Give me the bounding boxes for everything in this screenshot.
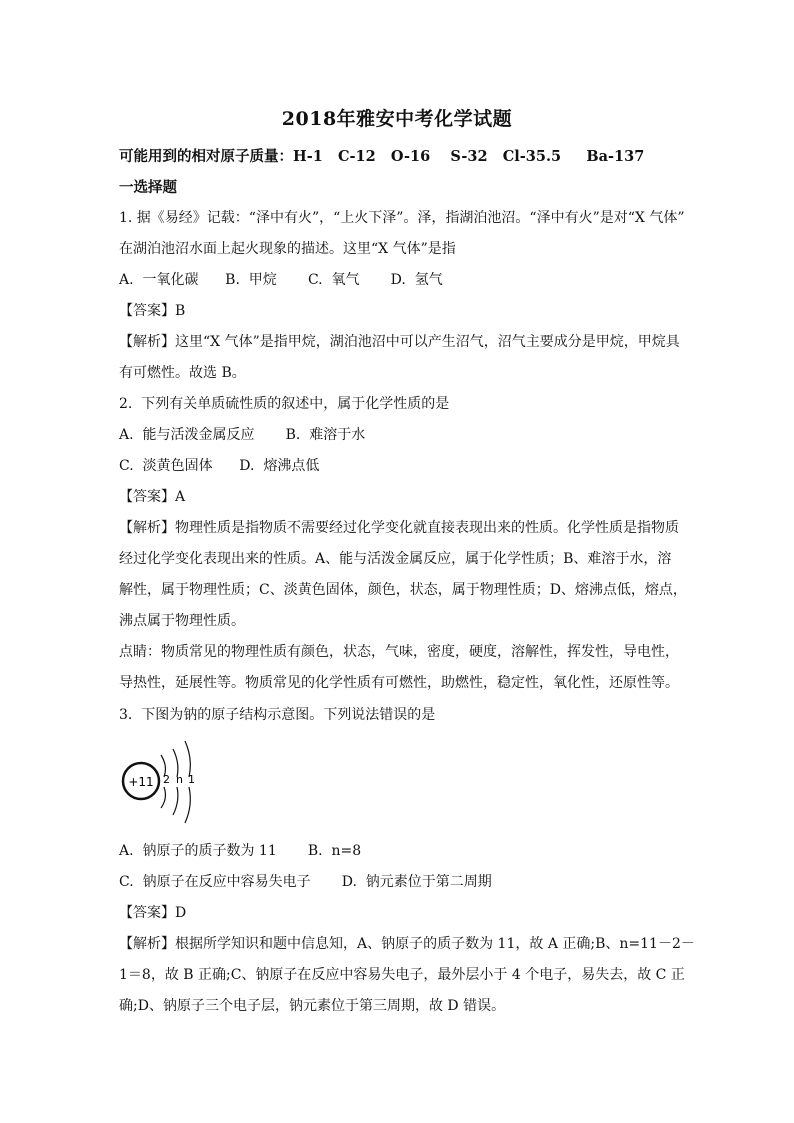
q2-options-line-2: C. 淡黄色固体 D. 熔沸点低 <box>119 458 320 474</box>
q2-stem: 2. 下列有关单质硫性质的叙述中，属于化学性质的是 <box>119 396 450 412</box>
q1-analysis-line-2: 有可燃性。故选 B。 <box>119 365 246 381</box>
shell-arc-3-top <box>185 741 190 777</box>
shell-electrons-2: n <box>176 773 183 786</box>
shell-arc-3-bottom <box>185 787 190 823</box>
sodium-atom-structure-diagram <box>119 735 229 825</box>
q2-analysis-line-2: 经过化学变化表现出来的性质。A、能与活泼金属反应，属于化学性质；B、难溶于水，溶 <box>119 551 672 567</box>
q3-analysis-line-2: 1＝8，故 B 正确;C、钠原子在反应中容易失电子，最外层小于 4 个电子，易失去，故 C 正 <box>119 967 685 983</box>
q3-options-line-2: C. 钠原子在反应中容易失电子 D. 钠元素位于第二周期 <box>119 874 492 890</box>
q2-tip-line-1: 点睛：物质常见的物理性质有颜色，状态，气味，密度，硬度，溶解性，挥发性，导电性， <box>119 644 679 660</box>
q2-analysis-line-4: 沸点属于物理性质。 <box>119 613 245 629</box>
shell-arc-2-bottom <box>173 787 178 815</box>
shell-electrons-1: 2 <box>163 773 170 786</box>
q2-options-line-1: A. 能与活泼金属反应 B. 难溶于水 <box>119 427 366 443</box>
shell-arc-1-bottom <box>161 787 165 808</box>
q1-analysis-line-1: 【解析】这里“X 气体”是指甲烷，湖泊池沼中可以产生沼气，沼气主要成分是甲烷，甲烷具 <box>119 334 680 350</box>
q2-answer: 【答案】A <box>119 489 186 505</box>
page-title: 2018年雅安中考化学试题 <box>281 108 513 130</box>
q3-stem: 3. 下图为钠的原子结构示意图。下列说法错误的是 <box>119 707 436 723</box>
q1-stem-line-2: 在湖泊池沼水面上起火现象的描述。这里“X 气体”是指 <box>119 241 456 257</box>
q1-answer: 【答案】B <box>119 303 186 319</box>
q1-options: A. 一氧化碳 B. 甲烷 C. 氧气 D. 氢气 <box>119 272 443 288</box>
shell-electrons-3: 1 <box>188 773 195 786</box>
q3-options-line-1: A. 钠原子的质子数为 11 B. n=8 <box>119 843 362 859</box>
q2-tip-line-2: 导热性，延展性等。物质常见的化学性质有可燃性，助燃性，稳定性，氧化性，还原性等。 <box>119 675 679 691</box>
q3-analysis-line-1: 【解析】根据所学知识和题中信息知，A、钠原子的质子数为 11，故 A 正确;B、n=11－2－ <box>119 936 695 952</box>
q3-answer: 【答案】D <box>119 905 187 921</box>
q3-analysis-line-3: 确;D、钠原子三个电子层，钠元素位于第三周期，故 D 错误。 <box>119 998 506 1014</box>
nucleus-charge-label: +11 <box>128 775 154 789</box>
section-title: 一选择题 <box>119 179 177 196</box>
q2-analysis-line-3: 解性，属于物理性质；C、淡黄色固体，颜色，状态，属于物理性质；D、熔沸点低，熔点， <box>119 582 687 598</box>
q1-stem-line-1: 1. 据《易经》记载：“泽中有火”，“上火下泽”。泽，指湖泊池沼。“泽中有火”是对“X 气体” <box>119 210 685 226</box>
relative-atomic-masses: 可能用到的相对原子质量：H-1 C-12 O-16 S-32 Cl-35.5 Ba-137 <box>119 148 645 165</box>
q2-analysis-line-1: 【解析】物理性质是指物质不需要经过化学变化就直接表现出来的性质。化学性质是指物质 <box>119 520 679 536</box>
